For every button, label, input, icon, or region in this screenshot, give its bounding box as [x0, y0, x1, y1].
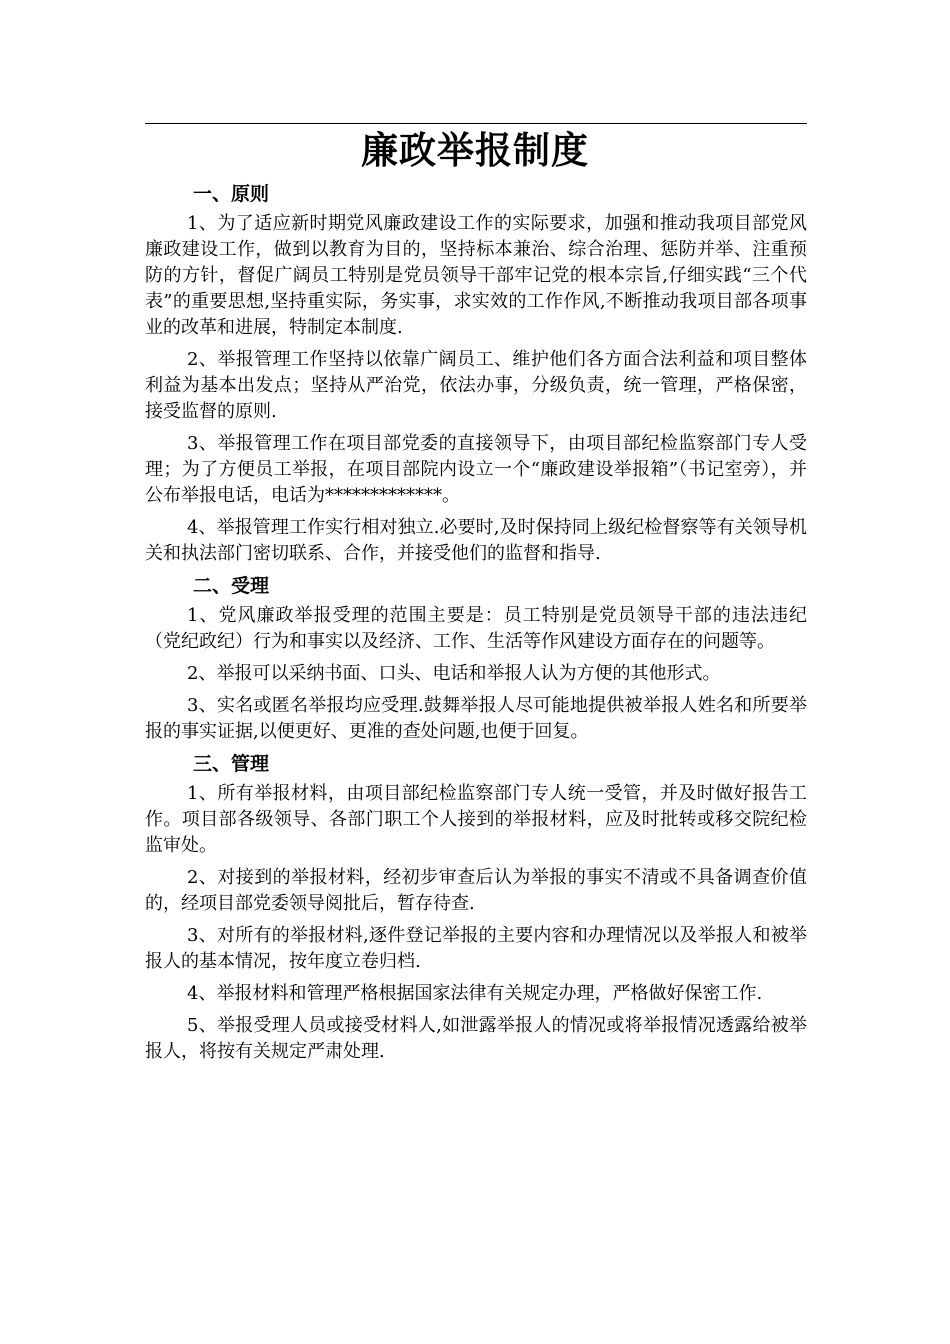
paragraph: 1、为了适应新时期党风廉政建设工作的实际要求，加强和推动我项目部党风廉政建设工作，做到以教育为目的，坚持标本兼治、综合治理、惩防并举、注重预防的方针，督促广阔员工特别是党员领导干部牢记党的根本宗旨,仔细实践“三个代表”的重要思想,坚持重实际，务实事，求实效的工作作风,不断推动我项目部各项事业的改革和进展，特制定本制度. — [145, 213, 807, 338]
document-body — [145, 181, 807, 1071]
section-principles — [145, 181, 807, 567]
paragraph: 2、对接到的举报材料，经初步审查后认为举报的事实不清或不具备调查价值的，经项目部党委领导阅批后，暂存待查. — [145, 867, 807, 914]
paragraph: 2、举报管理工作坚持以依靠广阔员工、维护他们各方面合法利益和项目整体利益为基本出发点；坚持从严治党，依法办事，分级负责，统一管理，严格保密，接受监督的原则. — [145, 349, 807, 422]
section-heading: 二、受理 — [193, 575, 270, 597]
paragraph: 5、举报受理人员或接受材料人,如泄露举报人的情况或将举报情况透露给被举报人，将按有关规定严肃处理. — [145, 1015, 807, 1062]
paragraph: 2、举报可以采纳书面、口头、电话和举报人认为方便的其他形式。 — [187, 663, 721, 684]
section-management — [145, 751, 807, 1065]
paragraph: 1、所有举报材料，由项目部纪检监察部门专人统一受管，并及时做好报告工作。项目部各级领导、各部门职工个人接到的举报材料，应及时批转或移交院纪检监审处。 — [145, 783, 807, 856]
paragraph: 3、对所有的举报材料,逐件登记举报的主要内容和办理情况以及举报人和被举报人的基本情况，按年度立卷归档. — [145, 925, 807, 972]
section-heading: 一、原则 — [193, 183, 270, 205]
section-heading: 三、管理 — [193, 753, 270, 775]
paragraph: 3、实名或匿名举报均应受理.鼓舞举报人尽可能地提供被举报人姓名和所要举报的事实证据,以便更好、更准的查处问题,也便于回复。 — [145, 695, 807, 742]
document-title: 廉政举报制度 — [361, 129, 589, 172]
paragraph: 1、党风廉政举报受理的范围主要是：员工特别是党员领导干部的违法违纪（党纪政纪）行为和事实以及经济、工作、生活等作风建设方面存在的问题等。 — [145, 605, 807, 652]
header-rule — [145, 123, 807, 124]
paragraph: 3、举报管理工作在项目部党委的直接领导下，由项目部纪检监察部门专人受理；为了方便员工举报，在项目部院内设立一个“廉政建设举报箱”（书记室旁），并公布举报电话，电话为*************。 — [145, 433, 807, 506]
paragraph: 4、举报管理工作实行相对独立.必要时,及时保持同上级纪检督察等有关领导机关和执法部门密切联系、合作，并接受他们的监督和指导. — [145, 517, 807, 564]
paragraph: 4、举报材料和管理严格根据国家法律有关规定办理，严格做好保密工作. — [187, 983, 763, 1004]
section-acceptance — [145, 573, 807, 745]
